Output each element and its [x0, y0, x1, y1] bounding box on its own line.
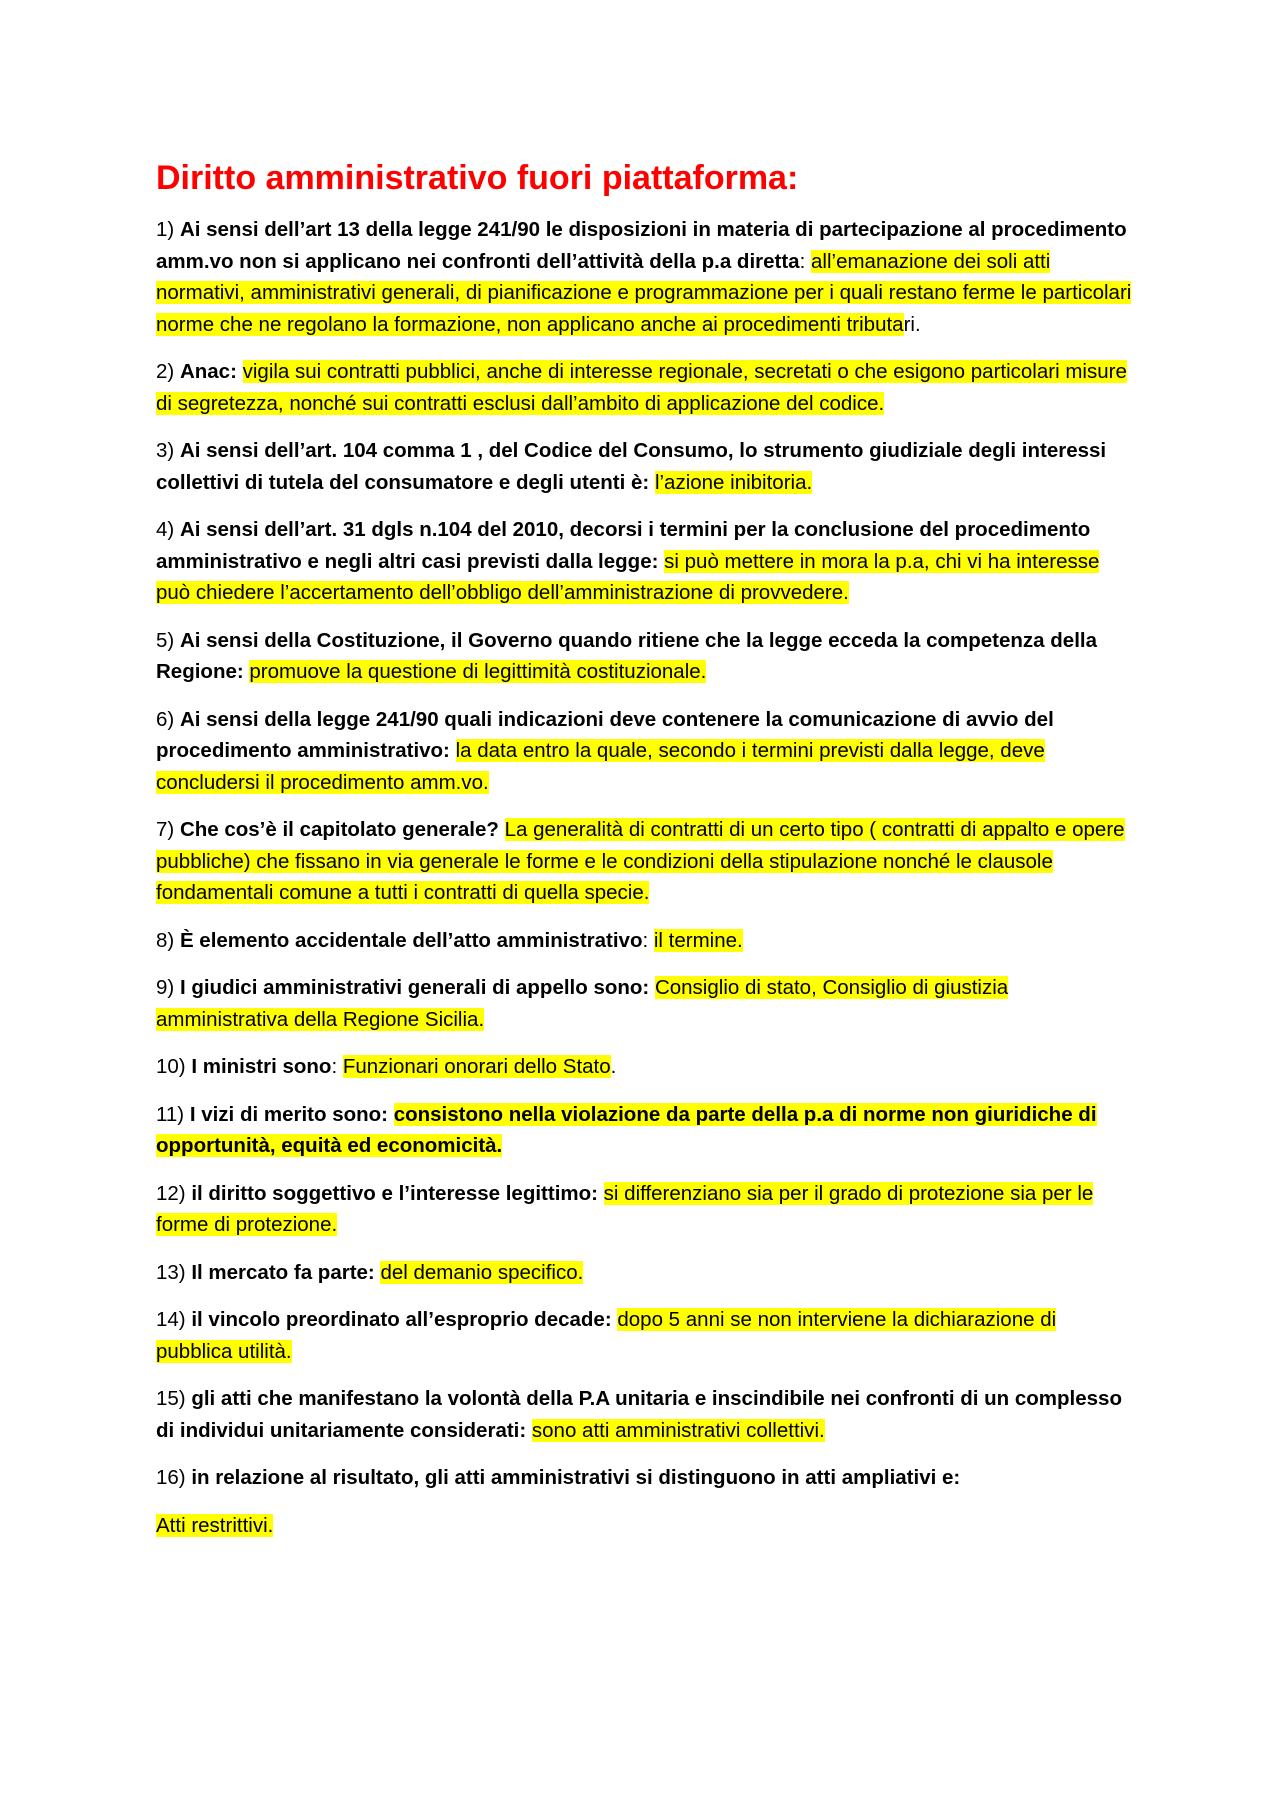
- item-separator: [388, 1103, 394, 1126]
- item-number: 15): [156, 1387, 192, 1410]
- list-item-answer-only: [156, 1510, 1136, 1542]
- item-question: Ai sensi dell’art. 31 dgls n.104 del 2010, decorsi i termini per la conclusione del procedimento amministrativo e negli altri casi previsti dalla legge:: [156, 518, 1091, 573]
- item-separator: :: [642, 928, 654, 952]
- item-question: Ai sensi dell’art. 104 comma 1 , del Codice del Consumo, lo strumento giudiziale degli interessi collettivi di tutela del consumatore e degli utenti è:: [156, 439, 1107, 494]
- item-number: 1): [156, 218, 180, 241]
- list-item: [156, 356, 1136, 419]
- item-question: I giudici amministrativi generali di appello sono:: [179, 976, 650, 999]
- item-number: 7): [156, 818, 180, 841]
- list-item: [156, 435, 1136, 498]
- item-question: Ai sensi della Costituzione, il Governo quando ritiene che la legge ecceda la competenza della Regione:: [156, 628, 1097, 683]
- item-question: Ai sensi dell’art 13 della legge 241/90 le disposizioni in materia di partecipazione al procedimento amm.vo non si applicano nei confronti dell’attività della p.a diretta: [156, 218, 1127, 273]
- item-separator: [499, 818, 505, 841]
- item-answer: all’emanazione dei soli atti normativi, amministrativi generali, di pianificazione e programmazione per i quali restano ferme le particolari norme che ne regolano la formazione, non applicano anche ai procedimenti tributa: [156, 249, 1132, 336]
- item-answer: La generalità di contratti di un certo tipo ( contratti di appalto e opere pubbliche) che fissano in via generale le forme e le condizioni della stipulazione nonché le clausole fondamentali comune a tutti i contratti di quella specie.: [156, 818, 1125, 904]
- item-number: 9): [156, 976, 180, 999]
- item-answer: vigila sui contratti pubblici, anche di interesse regionale, secretati o che esigono particolari misure di segretezza, nonché sui contratti esclusi dall’ambito di applicazione del codice.: [156, 360, 1127, 415]
- item-number: 8): [156, 928, 180, 952]
- item-answer: dopo 5 anni se non interviene la dichiarazione di pubblica utilità.: [156, 1308, 1057, 1363]
- item-number: 16): [156, 1466, 192, 1489]
- item-separator: :: [331, 1055, 343, 1078]
- item-number: 3): [156, 439, 180, 462]
- item-question: È elemento accidentale dell’atto amministrativo: [179, 928, 643, 952]
- document-title: Diritto amministrativo fuori piattaforma:: [156, 159, 799, 197]
- list-item: [156, 925, 1136, 957]
- item-question: il vincolo preordinato all’esproprio decade:: [191, 1308, 612, 1331]
- item-question: Anac:: [179, 360, 237, 383]
- item-answer: Atti restrittivi.: [156, 1513, 274, 1537]
- item-number: 10): [156, 1055, 192, 1078]
- document-page: [156, 158, 1136, 1557]
- item-answer: si può mettere in mora la p.a, chi vi ha interesse può chiedere l’accertamento dell’obbligo dell’amministrazione di provvedere.: [156, 549, 1100, 604]
- item-question: il diritto soggettivo e l’interesse legittimo:: [191, 1181, 598, 1205]
- item-question: Che cos’è il capitolato generale?: [179, 818, 499, 841]
- item-question: I ministri sono: [191, 1055, 332, 1078]
- list-item: [156, 514, 1136, 609]
- item-number: 6): [156, 707, 180, 731]
- item-separator: :: [799, 249, 811, 273]
- item-number: 4): [156, 518, 180, 541]
- item-number: 2): [156, 360, 180, 383]
- list-item: [156, 972, 1136, 1035]
- list-item: [156, 1304, 1136, 1367]
- list-item: [156, 1462, 1136, 1494]
- list-item: [156, 214, 1136, 340]
- list-item: [156, 1051, 1136, 1083]
- list-item: [156, 1257, 1136, 1289]
- item-question: I vizi di merito sono:: [189, 1102, 388, 1126]
- list-item: [156, 625, 1136, 688]
- item-answer: l’azione inibitoria.: [654, 470, 813, 494]
- item-number: 12): [156, 1181, 192, 1205]
- item-answer: si differenziano sia per il grado di protezione sia per le forme di protezione.: [156, 1181, 1094, 1236]
- list-item: [156, 1178, 1136, 1241]
- item-answer: il termine.: [653, 928, 743, 952]
- item-number: 14): [156, 1308, 192, 1331]
- list-item: [156, 1383, 1136, 1446]
- item-tail: .: [610, 1055, 617, 1078]
- item-number: 5): [156, 628, 180, 652]
- item-question: Il mercato fa parte:: [191, 1260, 375, 1284]
- item-question: gli atti che manifestano la volontà della P.A unitaria e inscindibile nei confronti di un complesso di individui unitariamente considerati:: [156, 1387, 1122, 1442]
- item-number: 13): [156, 1260, 192, 1284]
- item-separator: [598, 1182, 604, 1205]
- item-answer: del demanio specifico.: [380, 1260, 584, 1284]
- item-separator: [237, 360, 243, 383]
- item-answer: Funzionari onorari dello Stato: [342, 1055, 611, 1078]
- item-answer: promuove la questione di legittimità costituzionale.: [249, 660, 707, 683]
- item-answer: la data entro la quale, secondo i termini previsti dalla legge, deve concludersi il procedimento amm.vo.: [156, 739, 1045, 794]
- list-item: [156, 814, 1136, 909]
- item-separator: [450, 739, 456, 762]
- item-answer: consistono nella violazione da parte della p.a di norme non giuridiche di opportunità, equità ed economicità.: [156, 1102, 1097, 1157]
- item-tail: ri.: [903, 312, 921, 336]
- list-item: [156, 704, 1136, 799]
- item-answer: Consiglio di stato, Consiglio di giustizia amministrativa della Regione Sicilia.: [156, 976, 1009, 1031]
- item-answer: sono atti amministrativi collettivi.: [531, 1418, 825, 1442]
- list-item: [156, 1099, 1136, 1162]
- item-question: in relazione al risultato, gli atti amministrativi si distinguono in atti ampliativi e:: [191, 1466, 961, 1489]
- item-number: 11): [156, 1102, 190, 1126]
- item-question: Ai sensi della legge 241/90 quali indicazioni deve contenere la comunicazione di avvio del procedimento amministrativo:: [156, 707, 1054, 762]
